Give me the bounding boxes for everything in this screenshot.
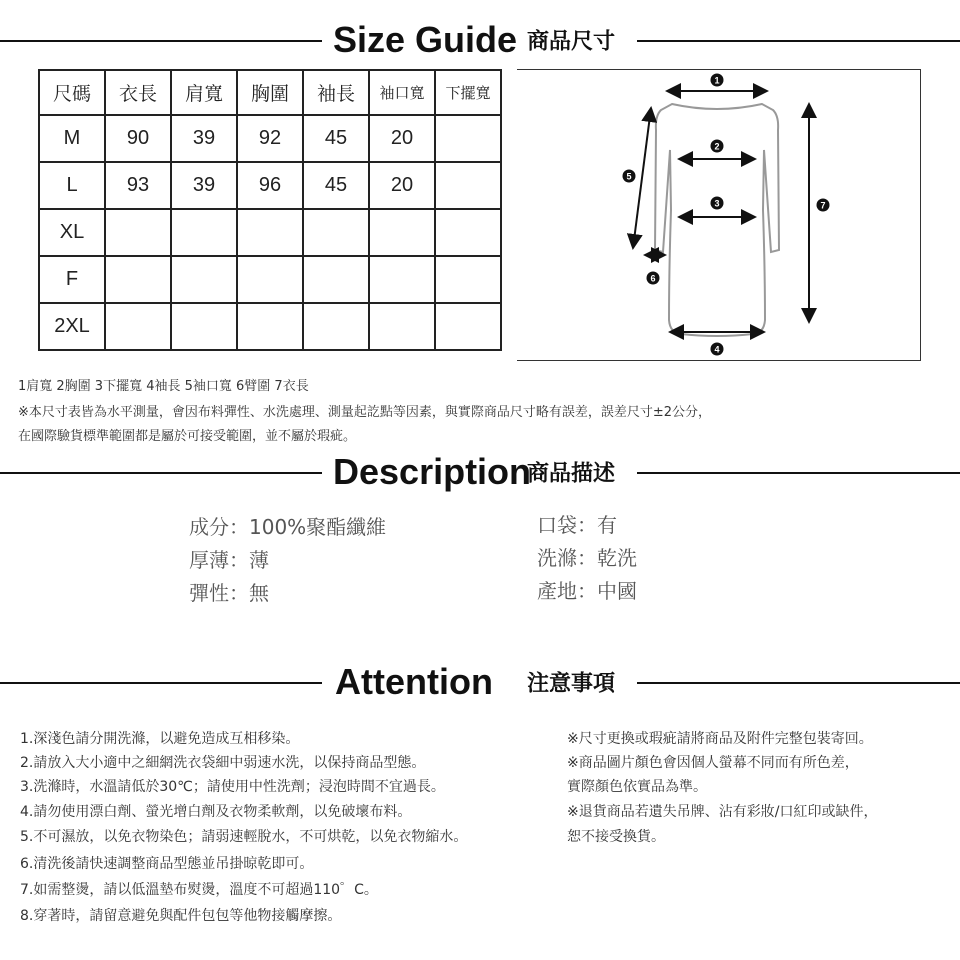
description-washing: 洗滌：乾洗 (537, 546, 637, 570)
table-cell (237, 256, 303, 303)
table-cell (171, 256, 237, 303)
marker-label: 4 (714, 344, 720, 355)
table-cell (435, 115, 501, 162)
table-cell: 45 (303, 162, 369, 209)
header-cell: 衣長 (105, 70, 171, 115)
description-title: Description (333, 451, 532, 492)
attention-title: Attention (335, 661, 493, 702)
table-cell: 39 (171, 162, 237, 209)
care-instruction-8: 8.穿著時，請留意避免與配件包包等他物接觸摩擦。 (20, 908, 342, 924)
description-title-zh: 商品描述 (527, 461, 616, 487)
size-note-line-2: 在國際驗貨標準範圍都是屬於可接受範圍，並不屬於瑕疵。 (18, 429, 357, 444)
care-instruction-6: 6.清洗後請快速調整商品型態並吊掛晾乾即可。 (20, 856, 314, 872)
table-cell: M (39, 115, 105, 162)
header-cell: 胸圍 (237, 70, 303, 115)
table-cell (435, 303, 501, 350)
table-cell (303, 256, 369, 303)
description-material: 成分：100%聚酯纖維 (189, 515, 387, 539)
marker-5 (623, 170, 636, 183)
table-cell: 39 (171, 115, 237, 162)
table-cell (369, 303, 435, 350)
attention-title-zh: 注意事項 (527, 671, 616, 697)
marker-label: 7 (820, 200, 826, 211)
table-cell: 2XL (39, 303, 105, 350)
table-cell: 45 (303, 115, 369, 162)
table-cell (171, 303, 237, 350)
description-thickness: 厚薄：薄 (189, 548, 269, 572)
garment-diagram (517, 69, 921, 361)
table-cell (435, 256, 501, 303)
table-cell: 93 (105, 162, 171, 209)
header-cell: 袖口寬 (369, 70, 435, 115)
header-rule-right (637, 472, 960, 474)
table-row (39, 115, 501, 162)
table-row (39, 303, 501, 350)
table-cell: L (39, 162, 105, 209)
size-guide-title: Size Guide (333, 19, 518, 60)
description-pocket: 口袋：有 (537, 513, 617, 537)
table-cell (435, 209, 501, 256)
header-rule-right (637, 40, 960, 42)
description-origin: 產地：中國 (537, 579, 637, 603)
marker-label: 6 (650, 273, 656, 284)
table-cell: 90 (105, 115, 171, 162)
table-cell (237, 209, 303, 256)
size-guide-header (0, 10, 960, 70)
marker-2 (711, 140, 724, 153)
marker-7 (817, 199, 830, 212)
table-cell: XL (39, 209, 105, 256)
size-guide-title-zh: 商品尺寸 (527, 29, 616, 55)
table-cell: F (39, 256, 105, 303)
description-header (0, 442, 960, 502)
header-cell: 下擺寬 (435, 70, 501, 115)
dress-outline-illustration (517, 70, 920, 360)
table-cell (105, 256, 171, 303)
marker-label: 1 (714, 75, 720, 86)
header-cell: 袖長 (303, 70, 369, 115)
care-instruction-4: 4.請勿使用漂白劑、螢光增白劑及衣物柔軟劑，以免破壞布料。 (20, 804, 412, 820)
care-instruction-1: 1.深淺色請分開洗滌，以避免造成互相移染。 (20, 731, 300, 747)
marker-label: 2 (714, 141, 720, 152)
table-row (39, 162, 501, 209)
care-instruction-3: 3.洗滌時，水溫請低於30℃；請使用中性洗劑；浸泡時間不宜過長。 (20, 779, 445, 795)
return-note-1: ※尺寸更換或瑕疵請將商品及附件完整包裝寄回。 (567, 731, 873, 747)
marker-label: 5 (626, 171, 632, 182)
attention-header (0, 652, 960, 712)
marker-6 (647, 272, 660, 285)
header-rule-right (637, 682, 960, 684)
table-cell (303, 209, 369, 256)
table-row (39, 256, 501, 303)
size-table (38, 69, 502, 351)
table-cell (171, 209, 237, 256)
return-note-4: ※退貨商品若遺失吊牌、沾有彩妝/口紅印或缺件， (567, 804, 878, 820)
measurement-legend: 1肩寬 2胸圍 3下擺寬 4袖長 5袖口寬 6臂圍 7衣長 (18, 379, 309, 394)
dress-outline (655, 104, 779, 336)
size-note-line-1: ※本尺寸表皆為水平測量，會因布料彈性、水洗處理、測量起訖點等因素，與實際商品尺寸略有誤差，誤差尺寸±2公分， (18, 405, 712, 420)
table-cell (237, 303, 303, 350)
care-instruction-2: 2.請放入大小適中之細網洗衣袋細中弱速水洗，以保持商品型態。 (20, 755, 426, 771)
table-cell: 20 (369, 115, 435, 162)
marker-3 (711, 197, 724, 210)
marker-4 (711, 343, 724, 356)
table-cell: 92 (237, 115, 303, 162)
return-note-2: ※商品圖片顏色會因個人螢幕不同而有所色差， (567, 755, 859, 771)
return-note-3: 實際顏色依實品為準。 (567, 779, 707, 795)
table-cell: 20 (369, 162, 435, 209)
table-row (39, 209, 501, 256)
table-cell (369, 209, 435, 256)
header-rule-left (0, 682, 322, 684)
return-note-5: 恕不接受換貨。 (567, 829, 665, 845)
header-cell: 尺碼 (39, 70, 105, 115)
header-cell: 肩寬 (171, 70, 237, 115)
table-cell (369, 256, 435, 303)
size-table-header-row (39, 70, 501, 115)
header-rule-left (0, 472, 322, 474)
marker-1 (711, 74, 724, 87)
measure-line-5 (633, 108, 651, 248)
care-instruction-7: 7.如需整燙，請以低溫墊布熨燙，溫度不可超過110゜C。 (20, 882, 378, 898)
table-cell (105, 303, 171, 350)
marker-label: 3 (714, 198, 720, 209)
table-cell (435, 162, 501, 209)
description-elasticity: 彈性：無 (189, 581, 269, 605)
table-cell: 96 (237, 162, 303, 209)
table-cell (303, 303, 369, 350)
header-rule-left (0, 40, 322, 42)
table-cell (105, 209, 171, 256)
care-instruction-5: 5.不可濕放，以免衣物染色；請弱速輕脫水，不可烘乾，以免衣物縮水。 (20, 829, 468, 845)
